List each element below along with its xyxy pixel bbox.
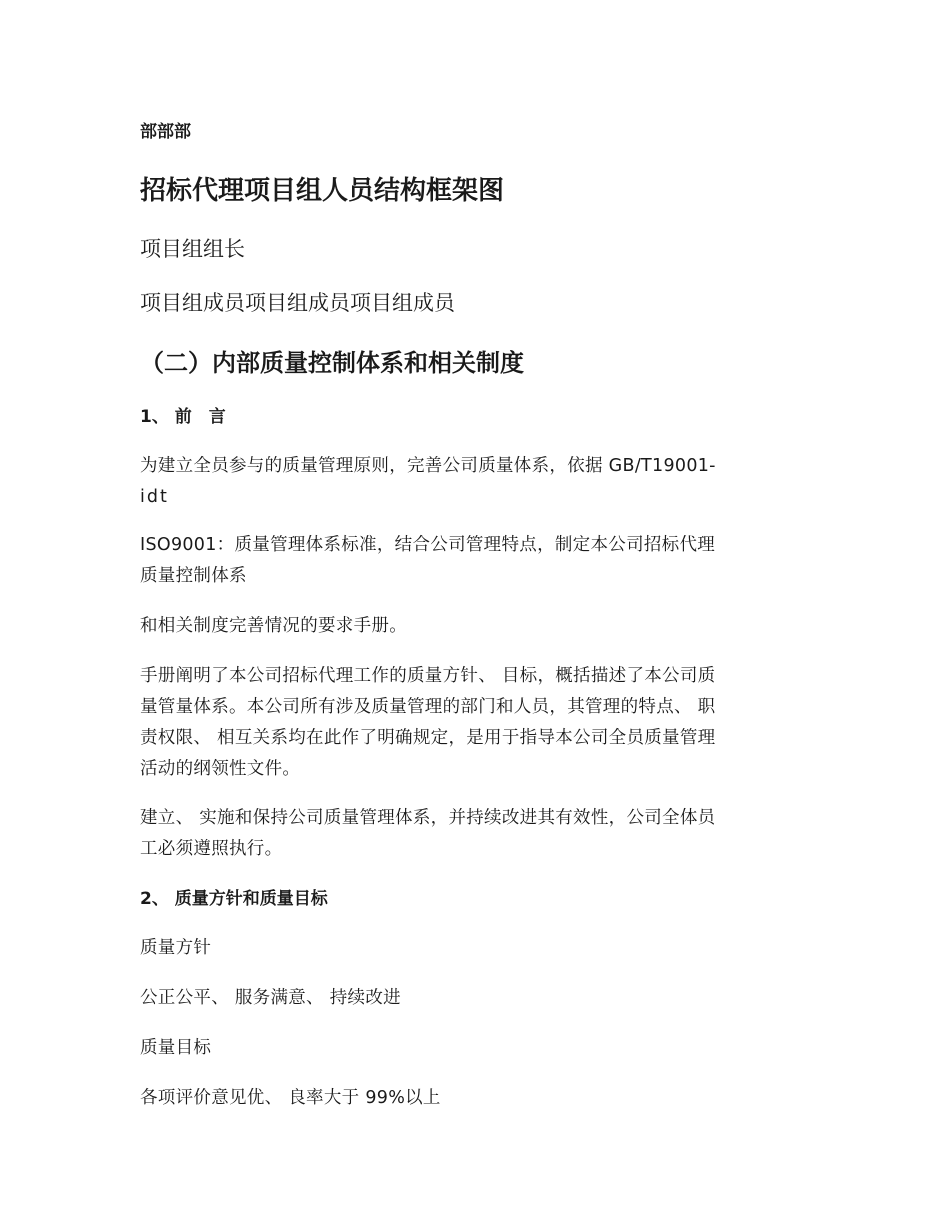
section-title: （二）内部质量控制体系和相关制度 bbox=[140, 349, 524, 377]
team-leader-label: 项目组组长 bbox=[140, 237, 245, 261]
paragraph-4-line-2: 量管量体系。本公司所有涉及质量管理的部门和人员，其管理的特点、 职 bbox=[140, 697, 716, 717]
paragraph-2 bbox=[140, 530, 816, 592]
quality-policy-text: 公正公平、 服务满意、 持续改进 bbox=[140, 988, 401, 1008]
paragraph-4 bbox=[140, 661, 816, 785]
paragraph-5 bbox=[140, 803, 816, 865]
quality-goal-label: 质量目标 bbox=[140, 1038, 212, 1058]
paragraph-5-line-1: 建立、 实施和保持公司质量管理体系，并持续改进其有效性，公司全体员 bbox=[140, 808, 716, 828]
paragraph-4-line-4: 活动的纲领性文件。 bbox=[140, 759, 301, 779]
paragraph-2-line-2: 质量控制体系 bbox=[140, 566, 247, 586]
section1-heading: 1、 前 言 bbox=[140, 407, 226, 427]
team-members-label: 项目组成员项目组成员项目组成员 bbox=[140, 291, 455, 315]
paragraph-1-line-1: 为建立全员参与的质量管理原则，完善公司质量体系，依据 GB/T19001- bbox=[140, 456, 716, 476]
paragraph-1-line-2: idt bbox=[140, 487, 169, 507]
paragraph-4-line-1: 手册阐明了本公司招标代理工作的质量方针、 目标，概括描述了本公司质 bbox=[140, 666, 716, 686]
paragraph-5-line-2: 工必须遵照执行。 bbox=[140, 839, 283, 859]
section2-heading: 2、 质量方针和质量目标 bbox=[140, 889, 328, 909]
paragraph-3: 和相关制度完善情况的要求手册。 bbox=[140, 616, 407, 636]
quality-goal-text: 各项评价意见优、 良率大于 99%以上 bbox=[140, 1088, 441, 1108]
paragraph-4-line-3: 责权限、 相互关系均在此作了明确规定，是用于指导本公司全员质量管理 bbox=[140, 728, 716, 748]
paragraph-2-line-1: ISO9001：质量管理体系标准，结合公司管理特点，制定本公司招标代理 bbox=[140, 535, 716, 555]
quality-policy-label: 质量方针 bbox=[140, 938, 212, 958]
department-heading: 部部部 bbox=[140, 122, 191, 142]
chart-title: 招标代理项目组人员结构框架图 bbox=[140, 176, 505, 206]
paragraph-1 bbox=[140, 451, 816, 513]
